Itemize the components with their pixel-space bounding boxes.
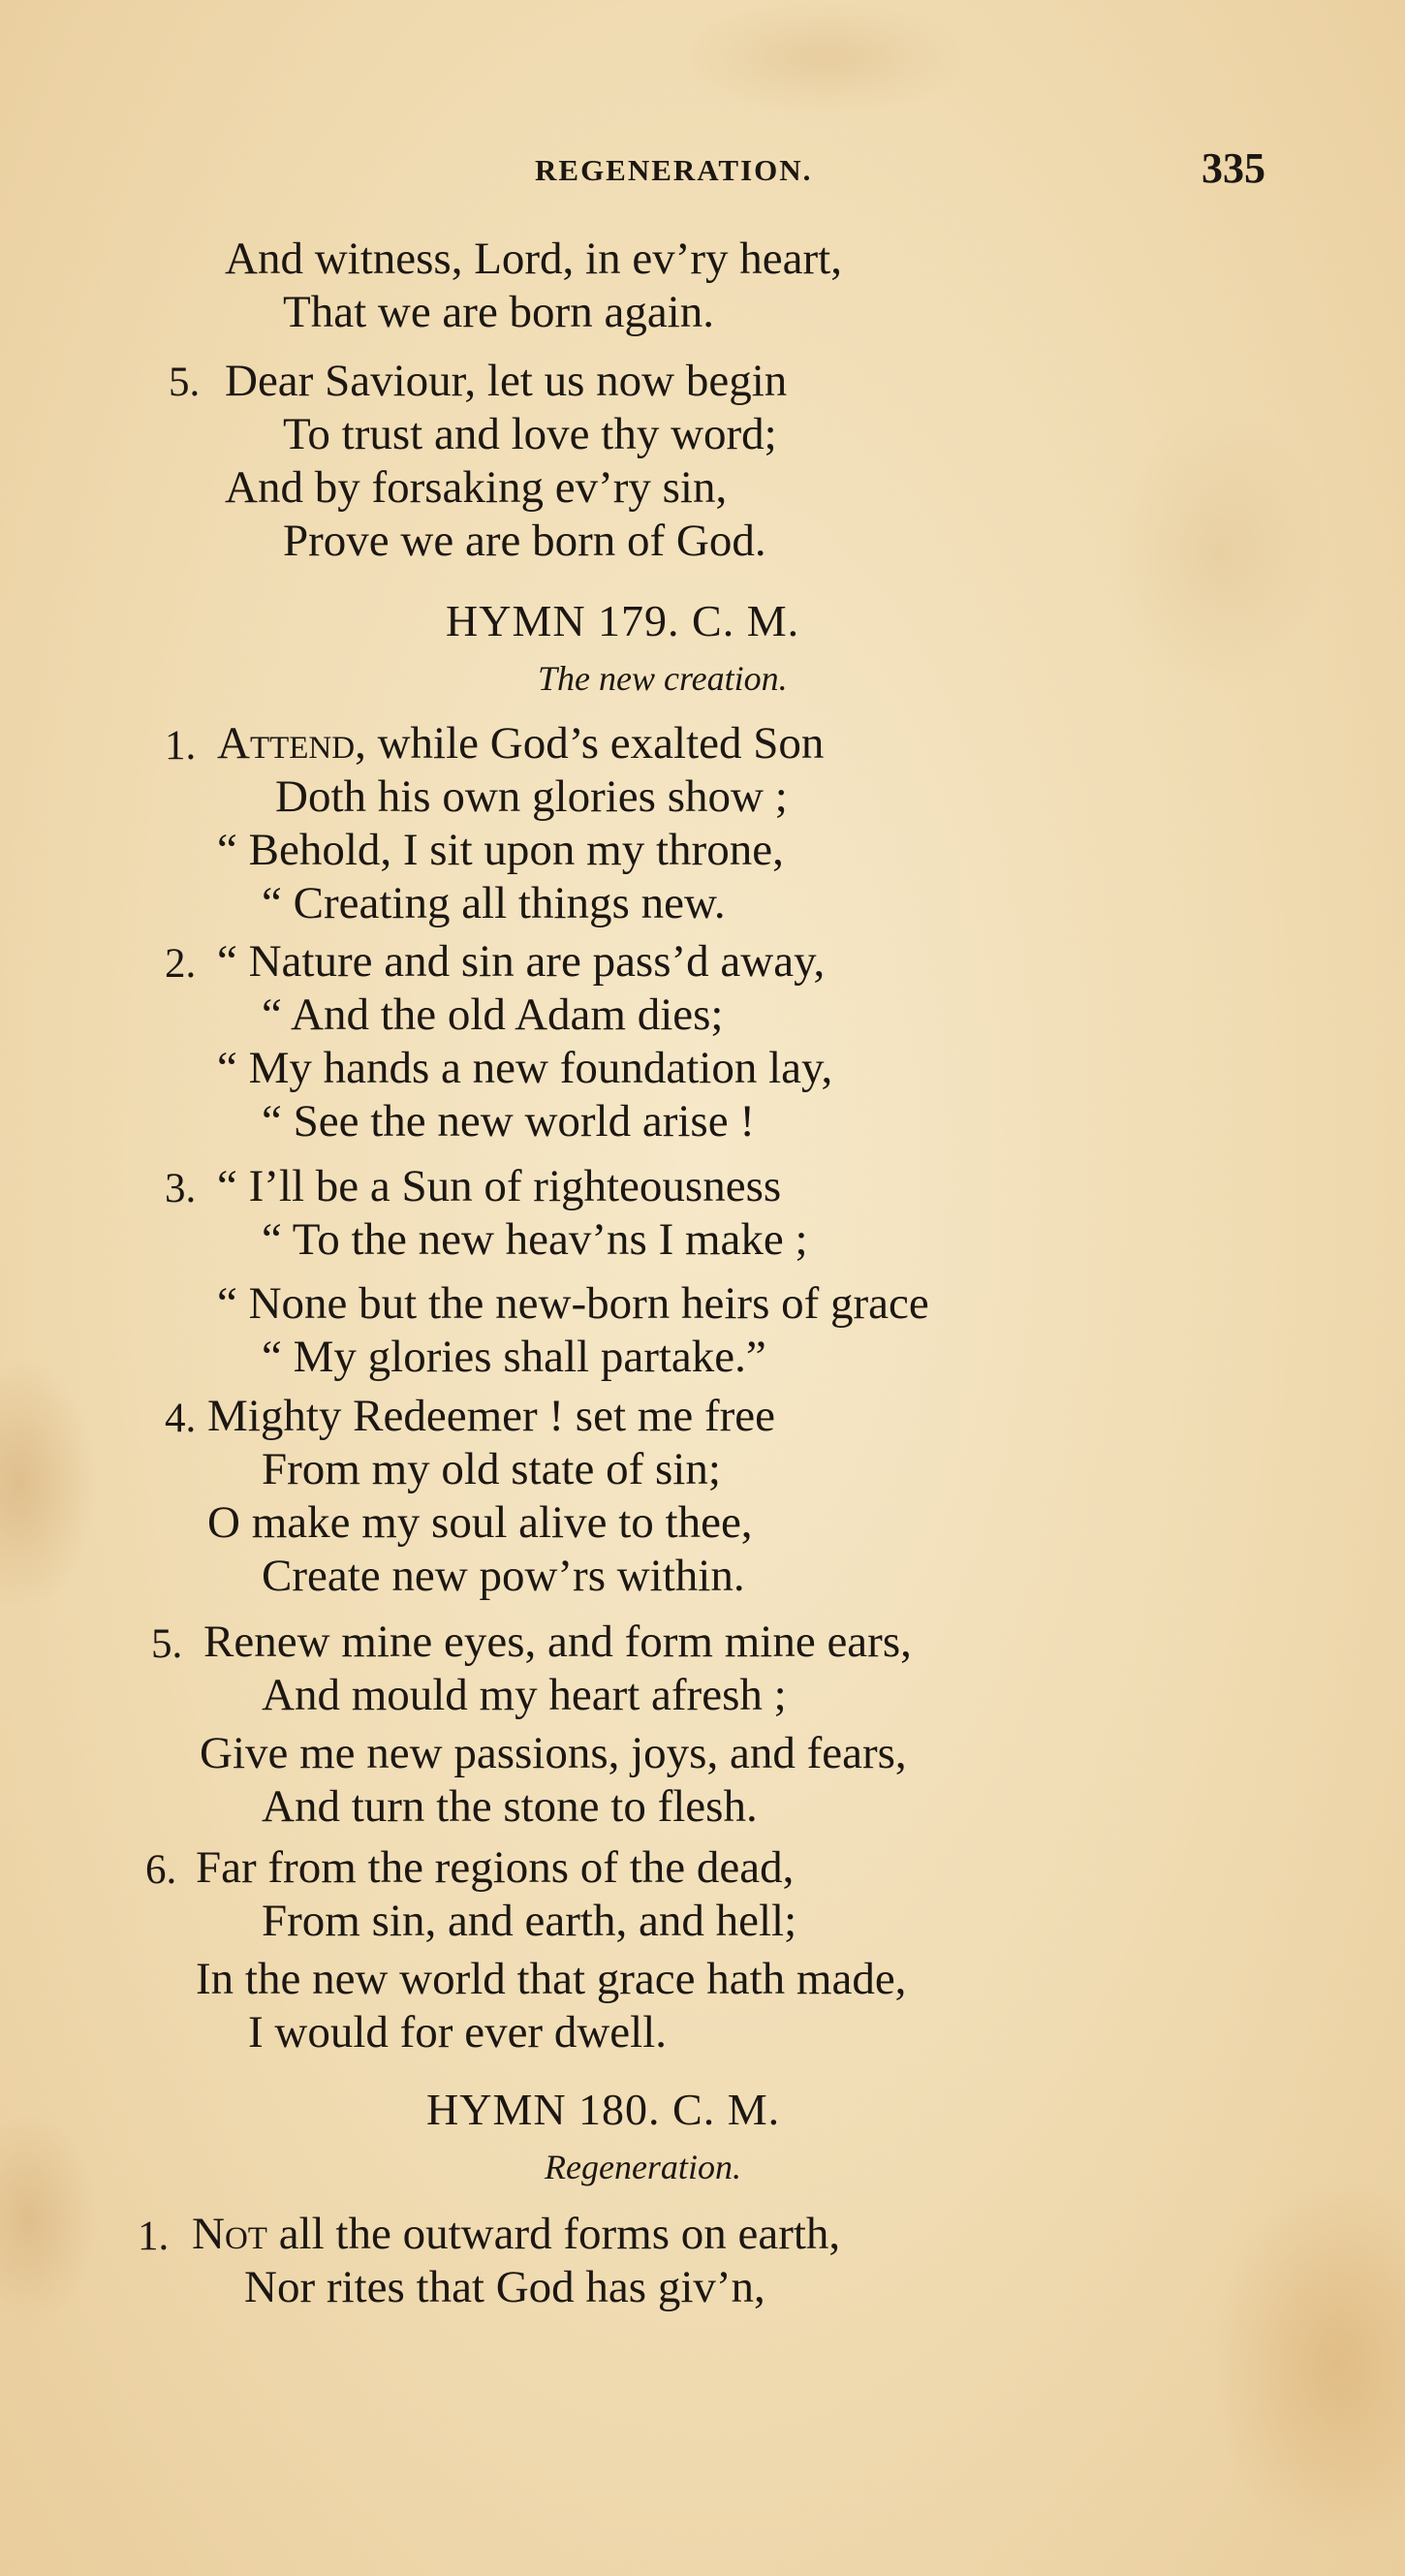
- verse-line: Create new pow’rs within.: [262, 1551, 745, 1601]
- hymn-subtitle: The new creation.: [538, 659, 788, 698]
- verse-line: Doth his own glories show ;: [275, 771, 788, 822]
- paper-stain: [1114, 407, 1327, 698]
- verse-line: O make my soul alive to thee,: [207, 1497, 753, 1548]
- verse-line: And witness, Lord, in ev’ry heart,: [225, 234, 842, 284]
- verse-line: And turn the stone to flesh.: [262, 1781, 758, 1832]
- verse-line: “ My glories shall partake.”: [262, 1332, 766, 1382]
- paper-stain: [0, 2113, 97, 2326]
- verse-line: From sin, and earth, and hell;: [262, 1896, 797, 1946]
- verse-line: “ And the old Adam dies;: [262, 990, 724, 1040]
- verse-line: And mould my heart afresh ;: [262, 1670, 787, 1720]
- verse-line: “ Creating all things new.: [262, 878, 726, 928]
- paper-stain: [678, 0, 969, 116]
- verse-line: To trust and love thy word;: [283, 409, 777, 459]
- verse-line: “ To the new heav’ns I make ;: [262, 1214, 808, 1265]
- running-head: REGENERATION.: [535, 153, 813, 187]
- verse-line: “ Nature and sin are pass’d away,: [217, 936, 826, 987]
- line-rest: all the outward forms on earth,: [266, 2209, 841, 2259]
- verse-line: “ See the new world arise !: [262, 1096, 755, 1147]
- verse-line: Far from the regions of the dead,: [196, 1842, 795, 1893]
- verse-line: In the new world that grace hath made,: [196, 1954, 907, 2004]
- paper-stain: [1211, 2181, 1405, 2549]
- line-rest: while God’s exalted Son: [365, 718, 825, 769]
- verse-number: 5.: [151, 1621, 183, 1667]
- verse-line: Dear Saviour, let us now begin: [225, 356, 788, 406]
- hymn-heading: HYMN 179. C. M.: [446, 596, 800, 645]
- first-word: Not: [192, 2209, 267, 2259]
- verse-number: 2.: [165, 941, 197, 987]
- verse-number: 6.: [145, 1847, 177, 1893]
- verse-line: And by forsaking ev’ry sin,: [225, 462, 728, 513]
- verse-line: Nor rites that God has giv’n,: [244, 2262, 765, 2312]
- verse-number: 3.: [165, 1166, 197, 1211]
- first-word: Attend,: [217, 718, 366, 769]
- paper-stain: [0, 1357, 97, 1609]
- hymn-subtitle: Regeneration.: [545, 2148, 741, 2186]
- verse-number: 1.: [165, 723, 197, 769]
- verse-line: That we are born again.: [283, 287, 714, 337]
- verse-number: 1.: [138, 2214, 170, 2259]
- page-number: 335: [1202, 144, 1265, 192]
- verse-number: 4.: [165, 1396, 197, 1441]
- verse-line: From my old state of sin;: [262, 1444, 721, 1494]
- verse-line: “ My hands a new foundation lay,: [217, 1043, 833, 1093]
- verse-line: I would for ever dwell.: [248, 2007, 667, 2058]
- verse-line: “ None but the new-born heirs of grace: [217, 1278, 929, 1329]
- verse-line: “ I’ll be a Sun of righteousness: [217, 1161, 782, 1211]
- verse-line: [192, 2209, 841, 2259]
- verse-line: Mighty Redeemer ! set me free: [207, 1391, 775, 1441]
- verse-line: Renew mine eyes, and form mine ears,: [203, 1617, 912, 1667]
- verse-line: Prove we are born of God.: [283, 516, 766, 566]
- verse-line: Give me new passions, joys, and fears,: [200, 1728, 907, 1778]
- verse-line: “ Behold, I sit upon my throne,: [217, 825, 784, 875]
- verse-line: [217, 718, 825, 769]
- verse-number: 5.: [169, 360, 201, 405]
- hymn-heading: HYMN 180. C. M.: [426, 2085, 781, 2134]
